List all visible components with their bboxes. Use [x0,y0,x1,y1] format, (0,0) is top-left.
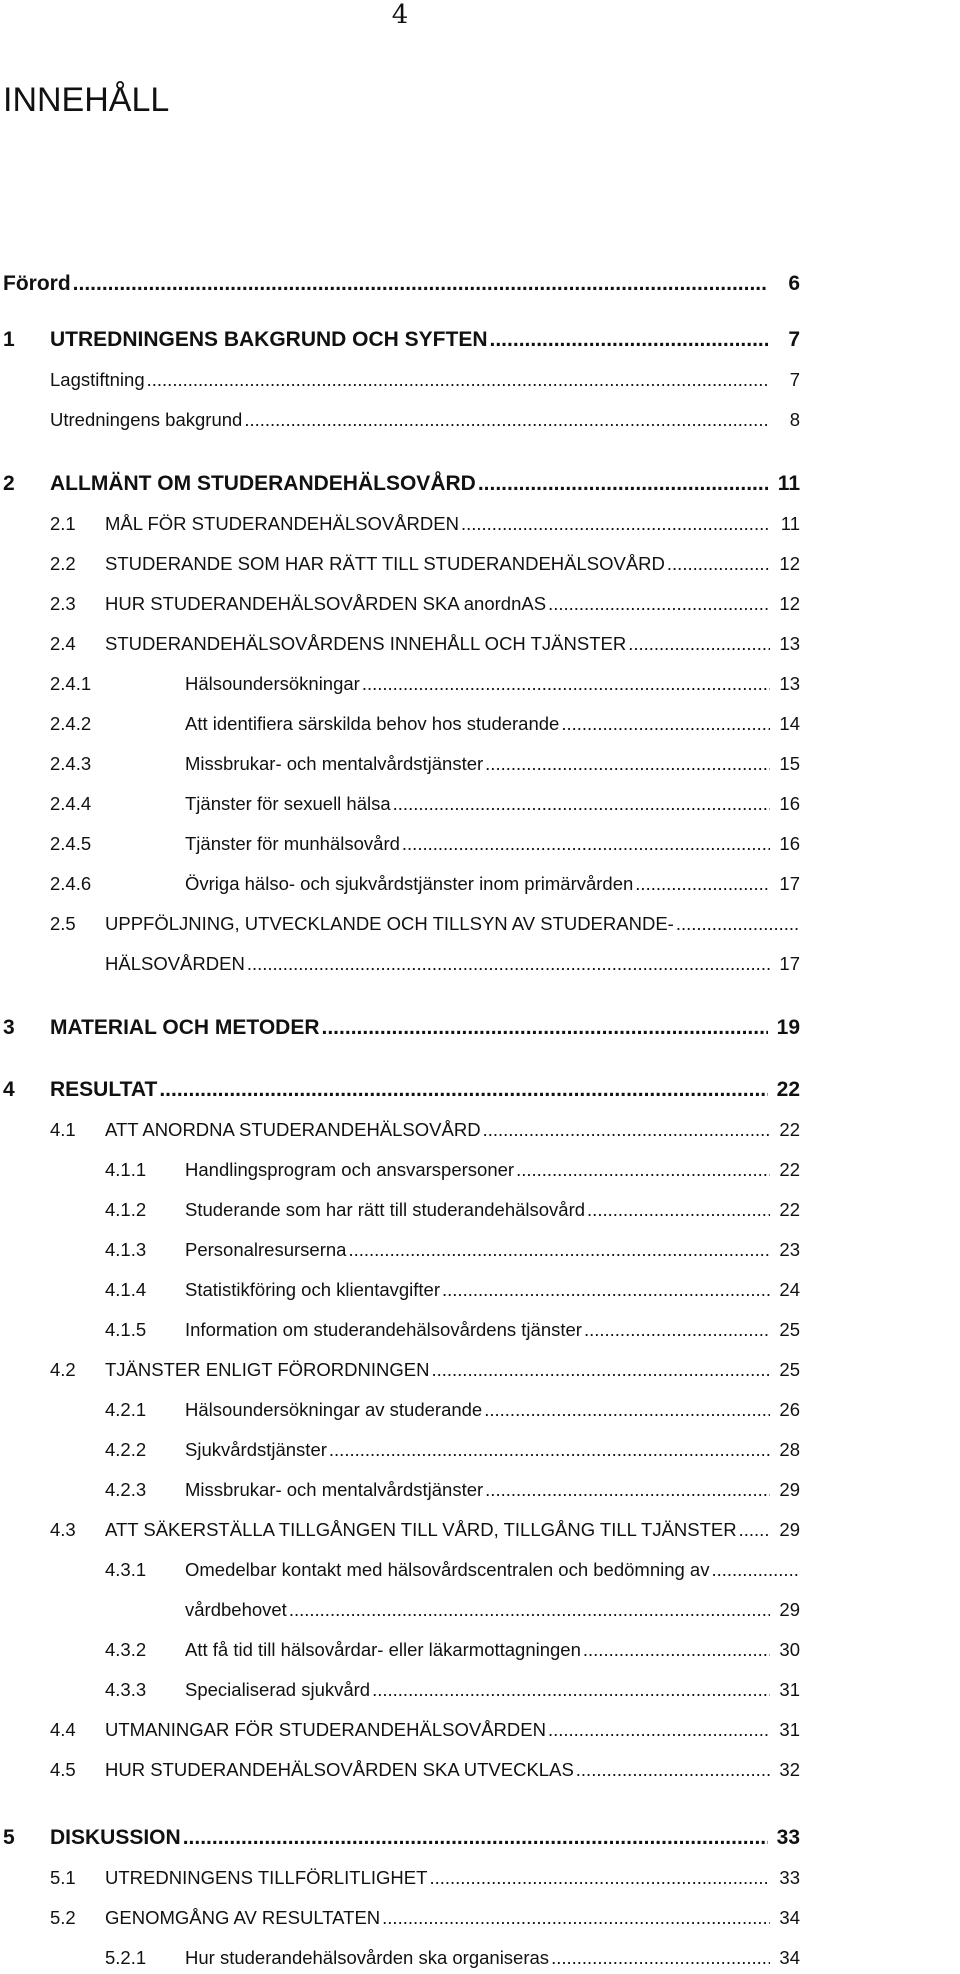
toc-entry[interactable] [0,1516,960,1546]
toc-leader-dots [183,1826,768,1850]
toc-entry[interactable] [0,1636,960,1666]
toc-entry-title: UTMANINGAR FÖR STUDERANDEHÄLSOVÅRDEN [105,1719,546,1740]
toc-entry-number: 4 [3,1078,15,1101]
toc-entry-number: 5.1 [50,1867,76,1888]
toc-leader-dots [711,1558,800,1582]
toc-leader-dots [478,472,768,496]
toc-entry-number: 4.1.5 [105,1319,147,1340]
toc-entry-title: Specialiserad sjukvård [185,1679,371,1700]
toc-entry-page: 25 [779,1359,800,1380]
toc-entry-title: Hälsoundersökningar [185,673,360,694]
toc-leader-dots [484,1398,770,1422]
toc-entry-page: 15 [779,753,800,774]
toc-entry-number: 2.4.1 [50,673,92,694]
toc-entry-page: 31 [779,1679,800,1700]
toc-entry[interactable] [0,406,960,436]
toc-entry-number: 4.1.3 [105,1239,147,1260]
toc-entry-title: DISKUSSION [50,1826,181,1849]
toc-leader-dots [159,1078,768,1102]
toc-entry-page: 26 [779,1399,800,1420]
toc-entry-page: 22 [776,1078,800,1101]
toc-leader-dots [739,1518,770,1542]
toc-leader-dots [516,1158,770,1182]
toc-entry-number: 2.5 [50,913,76,934]
toc-leader-dots [485,752,770,776]
toc-entry-title: Att identifiera särskilda behov hos studerande [185,713,560,734]
toc-entry-title: Sjukvårdstjänster [185,1439,327,1460]
toc-entry-title: MATERIAL OCH METODER [50,1016,320,1039]
toc-entry-page: 31 [779,1719,800,1740]
toc-entry[interactable] [0,1556,960,1586]
toc-entry-page: 16 [779,833,800,854]
toc-entry-number: 2.4.2 [50,713,92,734]
toc-entry-number: 4.2 [50,1359,76,1380]
toc-entry-page: 7 [788,328,800,351]
toc-entry-page: 25 [779,1319,800,1340]
toc-entry-title: STUDERANDE SOM HAR RÄTT TILL STUDERANDEHÄLSOVÅRD [105,553,665,574]
toc-entry-number: 4.3.2 [105,1639,147,1660]
toc-entry-page: 22 [779,1199,800,1220]
toc-entry-page: 11 [777,472,800,495]
toc-entry-number: 4.3.1 [105,1559,147,1580]
toc-entry[interactable] [0,1236,960,1266]
toc-leader-dots [576,1758,770,1782]
toc-entry[interactable] [0,670,960,700]
toc-entry-title: GENOMGÅNG AV RESULTATEN [105,1907,381,1928]
toc-entry-page: 22 [779,1119,800,1140]
toc-leader-dots [485,1478,770,1502]
toc-entry-page: 30 [779,1639,800,1660]
toc-entry[interactable] [0,830,960,860]
toc-leader-dots [490,328,768,352]
toc-entry-number: 2.4.3 [50,753,92,774]
toc-entry[interactable] [0,630,960,660]
toc-entry-number: 4.3.3 [105,1679,147,1700]
toc-entry-number: 2.4.6 [50,873,92,894]
toc-entry-number: 2 [3,472,15,495]
toc-entry[interactable] [0,510,960,540]
toc-entry-title: Övriga hälso- och sjukvårdstjänster inom primärvården [185,873,634,894]
toc-entry-page: 34 [779,1947,800,1968]
toc-entry-title: UTREDNINGENS BAKGRUND OCH SYFTEN [50,328,488,351]
toc-entry[interactable] [0,326,960,356]
toc-entry-number: 2.3 [50,593,76,614]
toc-entry-title: HUR STUDERANDEHÄLSOVÅRDEN SKA UTVECKLAS [105,1759,574,1780]
toc-entry-page: 13 [779,633,800,654]
toc-entry-title: Missbrukar- och mentalvårdstjänster [185,1479,484,1500]
toc-entry[interactable] [0,1904,960,1934]
toc-leader-dots [461,512,770,536]
toc-leader-dots [372,1678,770,1702]
toc-entry-page: 28 [779,1439,800,1460]
toc-leader-dots [362,672,770,696]
toc-leader-dots [548,1718,770,1742]
toc-entry-number: 5.2 [50,1907,76,1928]
toc-entry[interactable] [0,950,960,980]
toc-entry-number: 4.3 [50,1519,76,1540]
toc-leader-dots [348,1238,770,1262]
toc-entry[interactable] [0,750,960,780]
toc-entry-page: 34 [779,1907,800,1928]
toc-entry-title: Att få tid till hälsovårdar- eller läkarmottagningen [185,1639,581,1660]
toc-entry[interactable] [0,270,960,300]
toc-entry-title: Tjänster för sexuell hälsa [185,793,391,814]
toc-entry-title: UPPFÖLJNING, UTVECKLANDE OCH TILLSYN AV STUDERANDE- [105,913,674,934]
toc-leader-dots [561,712,770,736]
toc-entry-page: 7 [789,369,800,390]
toc-entry-title: MÅL FÖR STUDERANDEHÄLSOVÅRDEN [105,513,459,534]
toc-entry[interactable] [0,710,960,740]
toc-entry-number: 4.2.2 [105,1439,147,1460]
toc-entry[interactable] [0,1014,960,1044]
toc-entry[interactable] [0,1076,960,1106]
toc-entry-title: STUDERANDEHÄLSOVÅRDENS INNEHÅLL OCH TJÄNSTER [105,633,627,654]
toc-entry[interactable] [0,1156,960,1186]
toc-entry-title: HÄLSOVÅRDEN [105,953,245,974]
toc-entry-title: UTREDNINGENS TILLFÖRLITLIGHET [105,1867,428,1888]
toc-leader-dots [147,368,770,392]
toc-entry[interactable] [0,1436,960,1466]
toc-entry-page: 24 [779,1279,800,1300]
toc-entry-page: 17 [779,953,800,974]
toc-entry-number: 4.4 [50,1719,76,1740]
toc-entry-page: 29 [779,1599,800,1620]
toc-leader-dots [289,1598,770,1622]
toc-entry-number: 2.4 [50,633,76,654]
toc-entry-title: Tjänster för munhälsovård [185,833,400,854]
toc-leader-dots [244,408,770,432]
toc-entry-number: 4.1.2 [105,1199,147,1220]
toc-entry[interactable] [0,870,960,900]
toc-entry-page: 8 [789,409,800,430]
toc-leader-dots [442,1278,770,1302]
page-title: INNEHÅLL [3,81,170,119]
toc-entry-page: 13 [779,673,800,694]
toc-leader-dots [247,952,770,976]
toc-entry-number: 2.4.5 [50,833,92,854]
toc-leader-dots [548,592,770,616]
toc-entry[interactable] [0,790,960,820]
toc-entry-number: 5 [3,1826,15,1849]
toc-entry-number: 1 [3,328,15,351]
toc-entry[interactable] [0,1276,960,1306]
toc-leader-dots [551,1946,770,1970]
toc-leader-dots [329,1438,770,1462]
toc-entry-number: 4.2.3 [105,1479,147,1500]
toc-entry-page: 23 [779,1239,800,1260]
toc-entry[interactable] [0,1396,960,1426]
toc-entry-number: 4.1.4 [105,1279,147,1300]
toc-entry-title: ALLMÄNT OM STUDERANDEHÄLSOVÅRD [50,472,476,495]
toc-entry[interactable] [0,1944,960,1974]
toc-entry-title: vårdbehovet [185,1599,287,1620]
toc-entry-page: 17 [779,873,800,894]
toc-entry-title: Omedelbar kontakt med hälsovårdscentralen och bedömning av [185,1559,710,1580]
toc-leader-dots [322,1016,768,1040]
toc-entry[interactable] [0,1716,960,1746]
toc-entry-page: 22 [779,1159,800,1180]
toc-entry[interactable] [0,590,960,620]
toc-entry[interactable] [0,1824,960,1854]
toc-leader-dots [635,872,770,896]
toc-entry[interactable] [0,1596,960,1626]
toc-entry-page: 32 [779,1759,800,1780]
toc-entry-number: 2.4.4 [50,793,92,814]
toc-entry-number: 2.1 [50,513,76,534]
toc-entry-page: 33 [776,1826,800,1849]
toc-entry-title: HUR STUDERANDEHÄLSOVÅRDEN SKA anordnAS [105,593,547,614]
toc-entry-title: Hur studerandehälsovården ska organiseras [185,1947,550,1968]
toc-entry-page: 12 [779,553,800,574]
toc-entry-title: Studerande som har rätt till studerandehälsovård [185,1199,586,1220]
toc-entry-page: 16 [779,793,800,814]
page-number: 4 [391,0,409,30]
toc-entry-page: 29 [779,1519,800,1540]
toc-entry-title: Information om studerandehälsovårdens tjänster [185,1319,582,1340]
toc-leader-dots [483,1118,770,1142]
toc-entry[interactable] [0,910,960,940]
toc-entry[interactable] [0,1864,960,1894]
toc-leader-dots [402,832,770,856]
toc-entry-page: 11 [780,513,800,534]
toc-entry-page: 19 [776,1016,800,1039]
toc-entry-number: 4.1.1 [105,1159,147,1180]
toc-entry-page: 33 [779,1867,800,1888]
toc-entry-title: Personalresurserna [185,1239,347,1260]
toc-entry-title: Missbrukar- och mentalvårdstjänster [185,753,484,774]
toc-entry-title: Lagstiftning [50,369,145,390]
toc-entry-title: RESULTAT [50,1078,158,1101]
toc-entry[interactable] [0,550,960,580]
toc-leader-dots [587,1198,770,1222]
toc-entry-number: 2.2 [50,553,76,574]
toc-entry-number: 4.2.1 [105,1399,147,1420]
toc-leader-dots [393,792,770,816]
toc-leader-dots [676,912,800,936]
toc-entry-title: Förord [3,272,71,295]
toc-leader-dots [667,552,770,576]
toc-entry-page: 6 [788,272,800,295]
toc-entry-number: 3 [3,1016,15,1039]
toc-entry-number: 5.2.1 [105,1947,147,1968]
toc-entry-page: 12 [779,593,800,614]
toc-entry-title: Statistikföring och klientavgifter [185,1279,441,1300]
toc-entry-page: 14 [779,713,800,734]
toc-leader-dots [628,632,770,656]
toc-leader-dots [429,1866,770,1890]
toc-entry[interactable] [0,1356,960,1386]
toc-entry[interactable] [0,1476,960,1506]
toc-leader-dots [73,272,768,296]
toc-entry-title: Handlingsprogram och ansvarspersoner [185,1159,515,1180]
toc-leader-dots [584,1318,770,1342]
toc-entry[interactable] [0,1676,960,1706]
toc-entry-page: 29 [779,1479,800,1500]
toc-entry-title: Utredningens bakgrund [50,409,243,430]
toc-entry[interactable] [0,470,960,500]
toc-entry-title: ATT SÄKERSTÄLLA TILLGÅNGEN TILL VÅRD, TILLGÅNG TILL TJÄNSTER [105,1519,737,1540]
toc-leader-dots [382,1906,770,1930]
toc-entry-number: 4.5 [50,1759,76,1780]
toc-entry-number: 4.1 [50,1119,76,1140]
toc-entry-title: TJÄNSTER ENLIGT FÖRORDNINGEN [105,1359,430,1380]
toc-entry[interactable] [0,366,960,396]
toc-entry[interactable] [0,1756,960,1786]
toc-entry-title: ATT ANORDNA STUDERANDEHÄLSOVÅRD [105,1119,481,1140]
toc-entry[interactable] [0,1316,960,1346]
toc-entry-title: Hälsoundersökningar av studerande [185,1399,483,1420]
toc-entry[interactable] [0,1116,960,1146]
toc-leader-dots [431,1358,770,1382]
toc-entry[interactable] [0,1196,960,1226]
toc-leader-dots [583,1638,770,1662]
